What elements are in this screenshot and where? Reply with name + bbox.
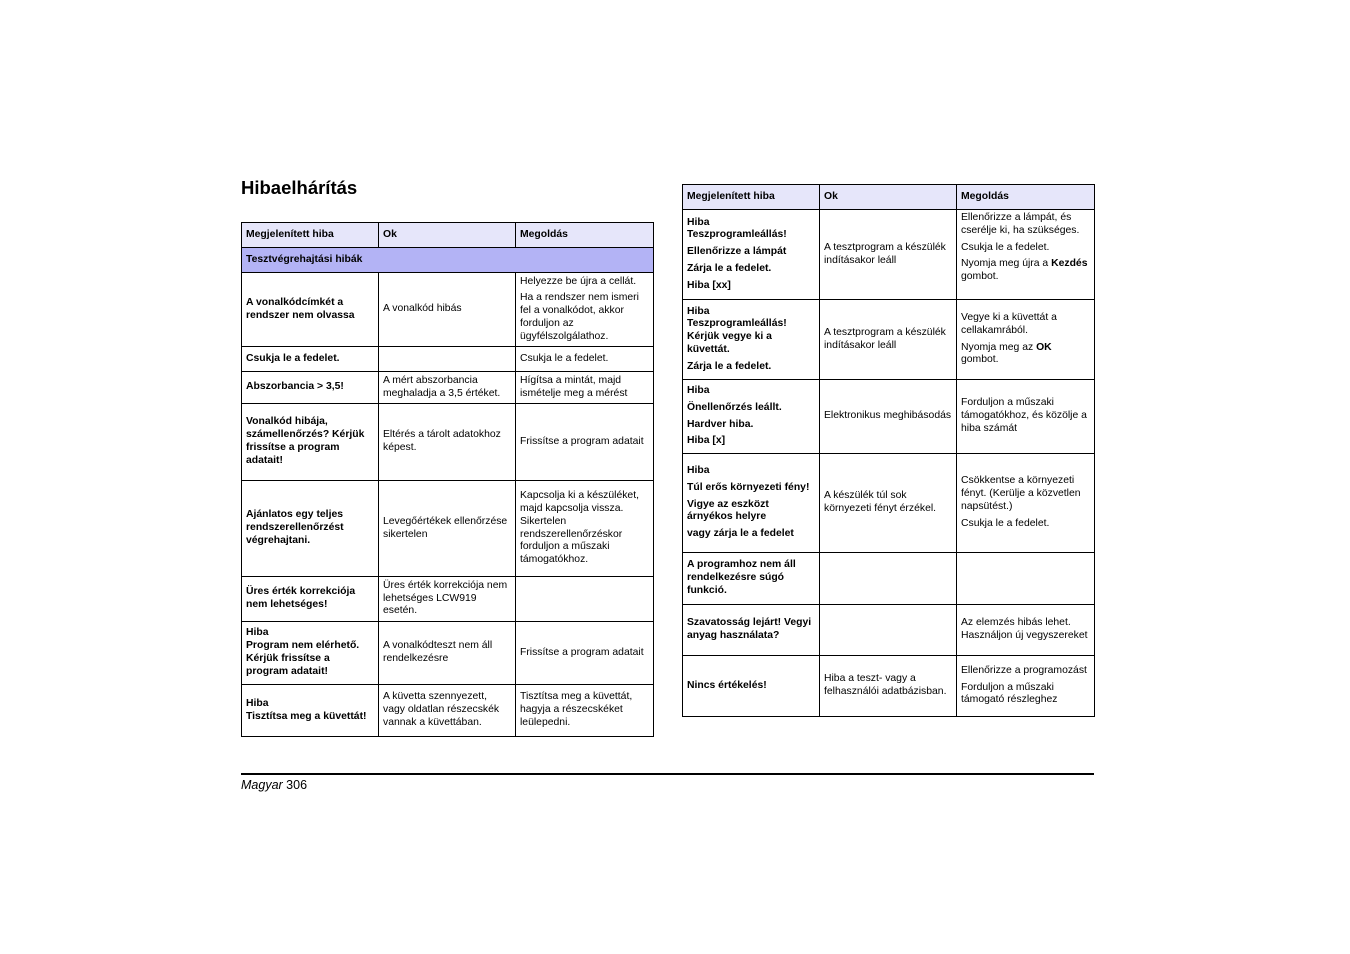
error-cell (242, 481, 379, 577)
solution-text: Frissítse a program adatait (520, 646, 644, 658)
table-row (683, 454, 1095, 553)
header-cause: Ok (820, 185, 957, 210)
footer-language: Magyar (241, 778, 283, 792)
table-row (242, 577, 654, 622)
cause-cell (820, 454, 957, 553)
solution-cell (957, 380, 1095, 454)
page-footer (241, 778, 307, 792)
error-cell (242, 273, 379, 347)
error-text: Nincs értékelés! (687, 679, 767, 691)
cause-text: Hiba a teszt- vagy a felhasználói adatbázisban. (824, 673, 947, 697)
solution-text: Csökkentse a környezeti fényt. (Kerülje a közvetlen napsütést.) (961, 475, 1081, 512)
cause-text: A tesztprogram a készülék indításakor leáll (824, 326, 946, 351)
error-text: A vonalkódcímkét a rendszer nem olvassa (246, 296, 355, 321)
cause-text: A küvetta szennyezett, vagy oldatlan részecskék vannak a küvettában. (383, 691, 500, 728)
error-text: Zárja le a fedelet. (687, 262, 772, 274)
solution-keyword: OK (1036, 341, 1052, 353)
error-text: vagy zárja le a fedelet (687, 528, 794, 540)
solution-text: Ellenőrizze a programozást (961, 664, 1087, 676)
solution-text: Ha a rendszer nem ismeri fel a vonalkódot, akkor forduljon az ügyfélszolgálathoz. (520, 292, 639, 342)
cause-cell (820, 300, 957, 380)
table-row (683, 380, 1095, 454)
error-text: Üres érték korrekciója nem lehetséges! (246, 586, 356, 610)
table-row (242, 273, 654, 347)
solution-text (961, 258, 1090, 284)
solution-cell (516, 404, 654, 481)
solution-text: Csukja le a fedelet. (961, 517, 1050, 529)
error-text: Hiba (246, 627, 269, 639)
table-row (683, 210, 1095, 300)
table-row (242, 372, 654, 404)
cause-text: Levegőértékek ellenőrzése sikertelen (383, 515, 508, 540)
table-row (683, 553, 1095, 605)
error-text: Tisztítsa meg a küvettát! (246, 710, 367, 722)
solution-text-part: gombot. (961, 271, 999, 283)
table-row (242, 622, 654, 685)
table-row (242, 347, 654, 372)
solution-text: Tisztítsa meg a küvettát, hagyja a részecskéket leülepedni. (520, 691, 633, 728)
table-header-row (242, 223, 654, 248)
error-cell (683, 380, 820, 454)
cause-cell (379, 372, 516, 404)
error-cell (683, 656, 820, 717)
error-text: Hiba [x] (687, 435, 726, 447)
header-cause: Ok (379, 223, 516, 248)
solution-text: Vegye ki a küvettát a cellakamrából. (961, 311, 1057, 336)
error-text: Hiba (687, 305, 710, 317)
error-text: Csukja le a fedelet. (246, 352, 340, 364)
solution-text-part: Nyomja meg az (961, 341, 1037, 353)
cause-text: Üres érték korrekciója nem lehetséges LCW919 esetén. (383, 579, 508, 617)
error-text: Hiba (687, 384, 710, 396)
footer-divider (241, 773, 1094, 775)
table-row (683, 656, 1095, 717)
solution-cell (516, 347, 654, 372)
table-row (242, 404, 654, 481)
solution-text: Csukja le a fedelet. (961, 241, 1050, 253)
table-row (683, 300, 1095, 380)
solution-cell (957, 300, 1095, 380)
cause-cell (820, 656, 957, 717)
table-row (683, 605, 1095, 656)
cause-text: Elektronikus meghibásodás (824, 410, 952, 422)
solution-text: Frissítse a program adatait (520, 435, 644, 447)
cause-cell (379, 481, 516, 577)
cause-text: A mért abszorbancia meghaladja a 3,5 értéket. (383, 374, 501, 399)
error-text: Zárja le a fedelet. (687, 360, 772, 372)
left-troubleshooting-table (241, 222, 654, 737)
table-header-row (683, 185, 1095, 210)
solution-cell (957, 656, 1095, 717)
right-troubleshooting-table (682, 184, 1095, 717)
header-error: Megjelenített hiba (683, 185, 820, 210)
error-cell (242, 372, 379, 404)
error-text: Abszorbancia > 3,5! (246, 381, 344, 393)
table-row (242, 481, 654, 577)
solution-text: Forduljon a műszaki támogató részleghez (961, 681, 1058, 706)
error-cell (683, 210, 820, 300)
page-title: Hibaelhárítás (241, 177, 358, 198)
cause-cell (379, 273, 516, 347)
error-text: Teszprogramleállás! Kérjük vegye ki a küvettát. (687, 318, 787, 355)
cause-cell (379, 577, 516, 622)
error-cell (683, 605, 820, 656)
solution-cell (516, 273, 654, 347)
cause-text: Eltérés a tárolt adatokhoz képest. (383, 429, 501, 453)
cause-cell (820, 553, 957, 605)
error-text: Teszprogramleállás! (687, 229, 787, 241)
cause-cell (820, 605, 957, 656)
error-text: Ellenőrizze a lámpát (687, 246, 787, 258)
solution-keyword: Kezdés (1051, 258, 1088, 270)
error-cell (242, 577, 379, 622)
error-cell (683, 553, 820, 605)
error-text: Hiba (687, 216, 710, 228)
error-cell (683, 300, 820, 380)
cause-cell (820, 210, 957, 300)
solution-cell (516, 372, 654, 404)
solution-text: Helyezze be újra a cellát. (520, 275, 637, 287)
solution-text: Hígítsa a mintát, majd ismételje meg a mérést (520, 374, 628, 399)
solution-cell (957, 210, 1095, 300)
error-text: Hiba (687, 465, 710, 476)
error-cell (242, 685, 379, 737)
cause-text: A tesztprogram a készülék indításakor leáll (824, 241, 946, 266)
header-error: Megjelenített hiba (242, 223, 379, 248)
solution-text: Csukja le a fedelet. (520, 352, 609, 364)
cause-text: A készülék túl sok környezeti fényt érzékel. (824, 490, 937, 514)
error-text: Vigye az eszközt árnyékos helyre (687, 498, 769, 523)
error-text: Hiba [xx] (687, 279, 731, 291)
solution-text: Az elemzés hibás lehet. Használjon új vegyszereket (961, 617, 1088, 641)
error-text: Hardver hiba. (687, 418, 754, 430)
cause-text: A vonalkódteszt nem áll rendelkezésre (383, 640, 493, 664)
solution-text: Forduljon a műszaki támogatókhoz, és közölje a hiba számát (961, 397, 1087, 434)
error-text: Túl erős környezeti fény! (687, 481, 810, 493)
solution-text: Kapcsolja ki a készüléket, majd kapcsolja vissza. Sikertelen rendszerellenőrzéskor forduljon a műszaki támogatókhoz. (520, 490, 639, 566)
cause-cell (820, 380, 957, 454)
solution-cell (957, 454, 1095, 553)
cause-text: A vonalkód hibás (383, 303, 462, 315)
header-solution: Megoldás (516, 223, 654, 248)
solution-cell (516, 577, 654, 622)
solution-cell (516, 622, 654, 685)
error-text: Hiba (246, 697, 269, 709)
error-cell (242, 404, 379, 481)
solution-cell (516, 481, 654, 577)
error-text: Szavatosság lejárt! Vegyi anyag használata? (687, 617, 812, 641)
error-cell (242, 347, 379, 372)
solution-text (961, 342, 1090, 368)
header-solution: Megoldás (957, 185, 1095, 210)
cause-cell (379, 347, 516, 372)
error-text: Ajánlatos egy teljes rendszerellenőrzést végrehajtani. (246, 509, 344, 546)
section-label: Tesztvégrehajtási hibák (242, 248, 654, 273)
error-cell (242, 622, 379, 685)
solution-text-part: Nyomja meg újra a (961, 258, 1052, 270)
cause-cell (379, 404, 516, 481)
error-text: Program nem elérhető. Kérjük frissítse a program adatait! (246, 640, 360, 677)
section-row (242, 248, 654, 273)
error-cell (683, 454, 820, 553)
cause-cell (379, 622, 516, 685)
solution-text-part: gombot. (961, 354, 999, 366)
table-row (242, 685, 654, 737)
solution-cell (957, 605, 1095, 656)
error-text: Önellenőrzés leállt. (687, 401, 782, 413)
solution-text: Ellenőrizze a lámpát, és cserélje ki, ha szükséges. (961, 212, 1080, 236)
cause-cell (379, 685, 516, 737)
footer-page-number: 306 (286, 778, 308, 792)
error-text: Vonalkód hibája, számellenőrzés? Kérjük frissítse a program adatait! (246, 416, 365, 466)
solution-cell (516, 685, 654, 737)
error-text: A programhoz nem áll rendelkezésre súgó funkció. (687, 559, 796, 596)
solution-cell (957, 553, 1095, 605)
